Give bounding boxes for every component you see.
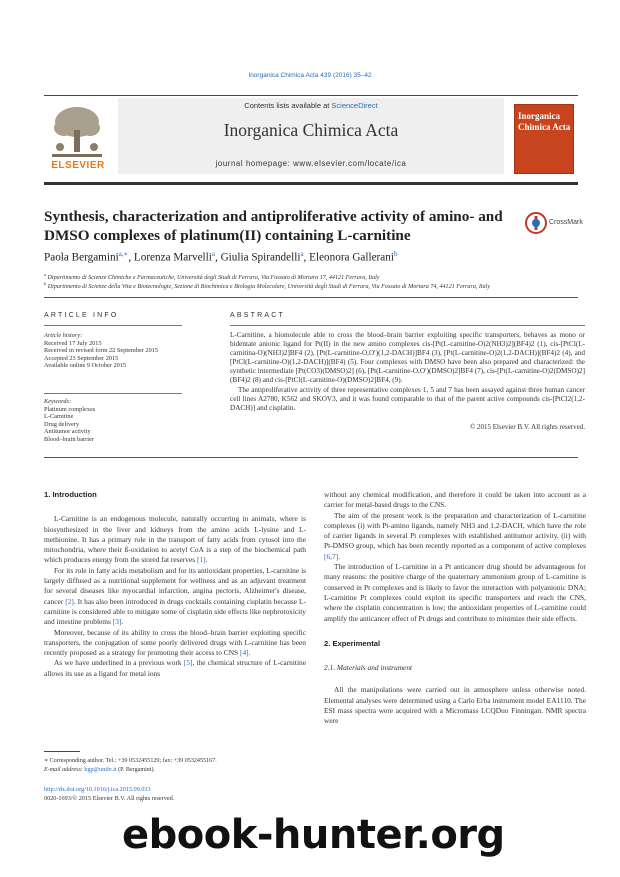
article-history (44, 332, 194, 370)
introduction-heading: 1. Introduction (44, 490, 97, 499)
intro-paragraph-3: Moreover, because of its ability to cross the blood–brain barrier exploiting specific transporters, the conjugation of some poorly delivered drugs with L-carnitine has been recently proposed as a strategy for promoting their access to CNS [4]. (44, 627, 306, 658)
keywords-label: Keywords: (44, 398, 72, 405)
author-name[interactable]: Lorenza Marvelli (133, 251, 212, 264)
article-title: Synthesis, characterization and antiproliferative activity of amino- and DMSO complexes of platinum(II) containing L-carnitine (44, 208, 503, 244)
cover-title-line-1: Inorganica (518, 111, 561, 121)
doi-block (44, 785, 306, 803)
intro-p2-text-b: . It has also been introduced in drugs cocktails containing cisplatin because L-carnitine is considered able to mitigate some of cisplatin side effects like nephrotoxicity and intestine problems (44, 596, 306, 627)
materials-subheading: 2.1. Materials and instrument (324, 663, 413, 673)
abstract-paragraph-2: The antiproliferative activity of three representative complexes 1, 5 and 7 has been assayed against three human cancer cell lines A2780, K562 and SKOV3, and it was found comparable to that of the parent active compounds cis-[PtCl2(1,2-DACH)] and cisplatin. (230, 385, 585, 412)
author-affil-mark[interactable]: a (300, 250, 304, 258)
intro-paragraph-4 (44, 658, 306, 679)
author-affil-mark[interactable]: a (211, 250, 215, 258)
intro-p3-text: Moreover, because of its ability to cross the blood–brain barrier exploiting specific transporters, the conjugation of some poorly delivered drugs with L-carnitine has been recently proposed as a strategy for promoting their access to CNS (44, 627, 306, 658)
keyword-item: Platinum complexes (44, 405, 96, 413)
citation-link[interactable]: [6,7] (324, 551, 339, 561)
keyword-item: Blood–brain barrier (44, 435, 94, 443)
keywords-list (44, 398, 194, 444)
experimental-heading: 2. Experimental (324, 638, 381, 648)
citation-link[interactable]: [5] (183, 658, 193, 668)
author-affil-mark[interactable]: b (393, 250, 398, 258)
intro-p4-text-b: , the chemical structure of L-carnitine allows its use as a ligand for metal ions (44, 658, 306, 678)
experimental-paragraph-1: All the manipulations were carried out in atmosphere unless otherwise noted. Elemental analyses were determined using a Carlo Erba instrument model EA1110. The ESI mass spectra were acquired with a Micromass LCQDuo Finningan. NMR spectra were (324, 685, 586, 726)
journal-reference[interactable]: Inorganica Chimica Acta 439 (2016) 35–42 (248, 72, 372, 79)
right-paragraph-2: The aim of the present work is the preparation and characterization of L-carnitine complexes (i) with Pt-amino ligands, namely NH3 and 1,2-DACH, which have the role of carrier ligands in several Pt complexes with established antitumor activity, (ii) with Pt-DMSO group, which has been recently reported as a component of active complexes [6,7]. (324, 510, 586, 561)
cover-title-line-2: Chimica Acta (518, 122, 571, 132)
history-item: Received in revised form 22 September 2015 (44, 347, 159, 355)
email-link[interactable]: bgp@unife.it (84, 766, 117, 773)
abstract-body (230, 331, 585, 413)
header-bottom-rule (44, 182, 578, 185)
abstract-heading: ABSTRACT (230, 312, 285, 319)
affiliation-text: Dipartimento di Scienze della Vita e Biotecnologie, Sezione di Biochimica e Biologia Molecolare, Università degli Studi di Ferrara, Via Fossato di Mortara 74, 44121 Ferrara, Italy (47, 284, 491, 291)
author-affil-mark[interactable]: a,∗ (118, 250, 129, 258)
right-paragraph-3: The introduction of L-carnitine in a Pt anticancer drug should be advantageous for many reasons: the positive charge of the quaternary ammonium group of L-carnitine is conserved in Pt complexes and is likely to favor the interaction with polyanionic DNA; L-carnitine Pt complexes could exploit its specific transporters and reach the CNS, where the cisplatin concentration is low; the antioxidant properties of L-carnitine could amplify the anticancer effect of Pt drugs and contribute to minimize their side effects. (324, 562, 586, 623)
corresponding-author-footnote (44, 757, 306, 775)
body-right-column (324, 490, 586, 727)
abstract-rule (230, 325, 585, 326)
info-rule-2 (44, 393, 182, 394)
author-separator: , (214, 251, 221, 264)
spacer (324, 624, 586, 639)
journal-title: Inorganica Chimica Acta (223, 120, 399, 140)
author-name[interactable]: Eleonora Gallerani (309, 251, 394, 264)
citation-link[interactable]: [4] (240, 648, 249, 658)
issn-line: 0020-1693/© 2015 Elsevier B.V. All rights reserved. (44, 795, 175, 802)
intro-p4-text-a: As we have underlined in a previous work (54, 658, 184, 668)
abstract-bottom-rule (44, 457, 578, 458)
footnote-rule (44, 751, 80, 752)
author-list (44, 250, 584, 264)
author-name[interactable]: Giulia Spirandelli (220, 251, 301, 264)
affiliation-mark: a (44, 272, 46, 277)
section-divider (44, 297, 578, 298)
affiliation-mark: b (44, 281, 47, 286)
history-item: Available online 9 October 2015 (44, 362, 127, 370)
author-name[interactable]: Paola Bergamini (44, 251, 119, 264)
keyword-item: Drug delivery (44, 420, 80, 428)
right-paragraph-1: without any chemical modification, and therefore it could be taken into account as a carrier for metal-based drugs to the CNS. (324, 490, 586, 510)
history-item: Received 17 July 2015 (44, 339, 102, 347)
body-left-column (44, 490, 306, 679)
intro-p1-text: L-Carnitine is an endogenous molecule, naturally occurring in animals, where is biosynthesized in the liver and kidneys from the amino acids L-lysine and L-methionine. It has a primary role in the transport of fatty acids from cytosol into the mitochondria, where their ß-oxidation to acetyl CoA is a step of the biochemical path which produces energy from the stored fat reserves (44, 514, 306, 565)
author-separator: , (128, 251, 134, 264)
contents-prefix: Contents lists available at (244, 101, 332, 110)
journal-homepage[interactable]: journal homepage: www.elsevier.com/locate/ica (215, 159, 407, 168)
citation-link[interactable]: [1] (196, 555, 206, 565)
footnote-text: Corresponding author. Tel.: +39 0532455129; fax: +39 0532455167. (48, 758, 217, 764)
abstract-copyright: © 2015 Elsevier B.V. All rights reserved. (469, 423, 585, 431)
affiliation-b (44, 281, 589, 290)
intro-p2-text-a: For its role in fatty acids metabolism and for its antioxidant properties, L-carnitine is largely diffused as a nutritional supplement for wellness and as an adjuvant treatment for several diseases like myocardial infarction, angina pectoris, Alzheimer's disease, cancer (44, 565, 306, 606)
author-separator: , (303, 251, 310, 264)
citation-link[interactable]: [3] (112, 617, 122, 627)
email-label: E-mail address: (44, 766, 85, 773)
affiliation-a (44, 272, 589, 281)
header-top-rule (44, 95, 578, 96)
right-p2-text: The aim of the present work is the preparation and characterization of L-carnitine complexes (i) with Pt-amino ligands, namely NH3 and 1,2-DACH, which have the role of carrier ligands in several Pt complexes with established antitumor activity, (ii) with Pt-DMSO group, which has been recently reported as a component of active complexes (324, 510, 586, 551)
history-label: Article history: (44, 332, 83, 339)
keyword-item: L-Carnitine (44, 413, 74, 421)
intro-paragraph-2: For its role in fatty acids metabolism and for its antioxidant properties, L-carnitine is largely diffused as a nutritional supplement for wellness and as an adjuvant treatment for several diseases like myocardial infarction, angina pectoris, Alzheimer's disease, cancer [2]. It has also been introduced in drugs cocktails containing cisplatin because L-carnitine is considered able to mitigate some of cisplatin side effects like nephrotoxicity and intestine problems [3]. (44, 565, 306, 627)
elsevier-wordmark: ELSEVIER (51, 160, 105, 171)
watermark-text: ebook-hunter.org (122, 812, 505, 858)
affiliation-text: Dipartimento di Scienze Chimiche e Farmaceutiche, Università degli Studi di Ferrara, Via Fossato di Mortara 17, 44121 Ferrara, Italy (47, 275, 380, 282)
email-suffix: (P. Bergamini). (116, 766, 156, 773)
article-info-heading: ARTICLE INFO (44, 312, 119, 319)
contents-line (118, 101, 504, 110)
keyword-item: Antitumor activity (44, 428, 91, 436)
abstract-paragraph-1: L-Carnitine, a biomolecule able to cross the blood–brain barrier exploiting specific transporters, behaves as mono or bidentate anionic ligand for Pt(II) in the new amino complexes cis-[Pt(L-carnitine-O)2(NH3)2](BF4)2 (1), cis-[PtCl(L-carnitina-O)(NH3)2]BF4 (2), [Pt(L-carnitine-O,O′)(1,2-DACH)]BF4 (3), [Pt(L-carnitine-O)2(1,2-DACH)](BF4)2 (4), and [PtCl(L-carnitine-O)(1,2-DACH)](BF4) (5). Four complexes with DMSO have been also prepared and characterized: the synthetic intermediate [Pt(CO3)(DMSO)2] (6), [Pt(L-carnitine-O,O′)(DMSO)2]BF4 (7), cis-[Pt(L-carnitine-O)2(DMSO)2](BF4)2 (8) and cis-[PtCl(L-carnitine-O)(DMSO)2]BF4, (9). (230, 331, 585, 385)
history-item: Accepted 23 September 2015 (44, 354, 119, 362)
footnote-marker: ∗ (44, 758, 49, 764)
intro-paragraph-1: L-Carnitine is an endogenous molecule, naturally occurring in animals, where is biosynthesized in the liver and kidneys from the amino acids L-lysine and L-methionine. It has a primary role in the transport of fatty acids from cytosol into the mitochondria, where their ß-oxidation to acetyl CoA is a step of the biochemical path which produces energy from the stored fat reserves [1]. (44, 514, 306, 565)
citation-link[interactable]: [2] (65, 596, 74, 606)
doi-link[interactable]: http://dx.doi.org/10.1016/j.ica.2015.09.033 (44, 786, 151, 793)
sciencedirect-link[interactable]: ScienceDirect (331, 101, 378, 110)
info-rule (44, 325, 182, 326)
crossmark-label[interactable]: CrossMark (549, 219, 583, 226)
